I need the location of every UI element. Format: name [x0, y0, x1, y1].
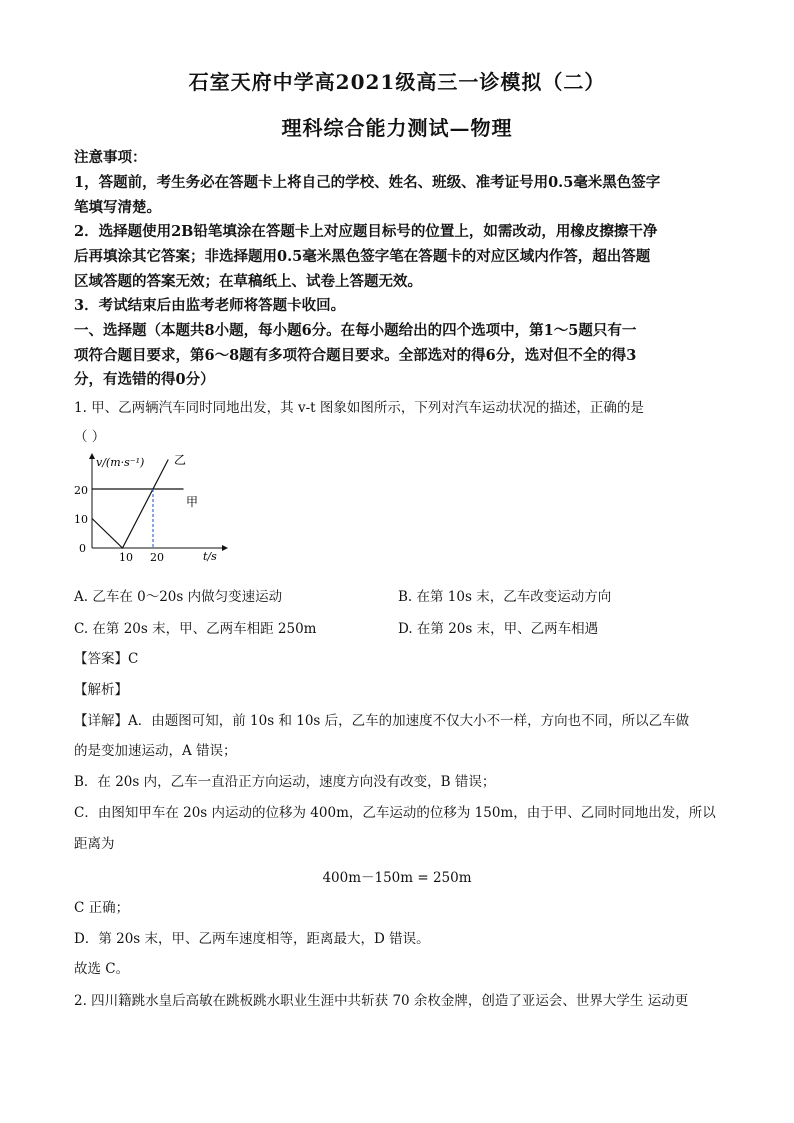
- displacement-formula: 400m－150m = 250m: [322, 870, 472, 886]
- series-jia-label: 甲: [186, 495, 199, 509]
- section-1-line-2: 项符合题目要求，第6～8题有多项符合题目要求。全部选对的得6分，选对但不全的得3: [74, 347, 637, 364]
- section-1-line-1: 一、选择题（本题共8小题，每小题6分。在每小题给出的四个选项中，第1～5题只有一: [74, 322, 637, 339]
- notice-item-2-line-3: 区域答题的答案无效；在草稿纸上、试卷上答题无效。: [74, 273, 422, 290]
- answer-line: [74, 648, 724, 670]
- conclusion: 故选 C。: [74, 961, 130, 977]
- detail-a-line-1: 【详解】A．由题图可知，前 10s 和 10s 后，乙车的加速度不仅大小不一样，方向也不同，所以乙车做: [74, 713, 690, 729]
- question-2-stem: 2. 四川籍跳水皇后高敏在跳板跳水职业生涯中共斩获 70 余枚金牌，创造了亚运会、世界大学生 运动更: [74, 993, 689, 1009]
- exam-title: 石室天府中学高2021级高三一诊模拟（二）: [188, 70, 606, 94]
- y-axis-label: v/(m·s⁻¹): [96, 456, 145, 469]
- detail-d: D．第 20s 末，甲、乙两车速度相等，距离最大，D 错误。: [74, 931, 430, 947]
- series-yi-label: 乙: [174, 453, 187, 467]
- answer-label: 【答案】: [74, 651, 128, 667]
- y-tick-20: 20: [74, 484, 88, 497]
- y-tick-0: 0: [79, 542, 86, 555]
- notice-item-2-line-2: 后再填涂其它答案；非选择题用0.5毫米黑色签字笔在答题卡的对应区域内作答，超出答题: [74, 248, 651, 265]
- detail-c-line-2: 距离为: [74, 836, 115, 852]
- section-1-line-3: 分，有选错的得0分）: [74, 371, 215, 388]
- notice-item-3: 3．考试结束后由监考老师将答题卡收回。: [74, 297, 346, 314]
- notice-item-1-line-2: 笔填写清楚。: [74, 199, 161, 216]
- exam-subtitle: 理科综合能力测试—物理: [281, 116, 513, 140]
- x-axis-label: t/s: [203, 550, 217, 563]
- detail-a-line-2: 的是变加速运动，A 错误；: [74, 743, 237, 759]
- question-1-answer-paren: （ ）: [74, 429, 106, 445]
- series-yi-line: [92, 460, 168, 549]
- option-d: D. 在第 20s 末，甲、乙两车相遇: [398, 621, 599, 637]
- detail-b: B．在 20s 内，乙车一直沿正方向运动，速度方向没有改变，B 错误；: [74, 774, 496, 790]
- vt-graph: [70, 448, 230, 578]
- x-tick-10: 10: [119, 551, 133, 564]
- detail-c-correct: C 正确；: [74, 900, 130, 916]
- notice-item-1-line-1: 1，答题前，考生务必在答题卡上将自己的学校、姓名、班级、准考证号用0.5毫米黑色签字: [74, 174, 661, 191]
- question-1-stem: 1. 甲、乙两辆汽车同时同地出发，其 v-t 图象如图所示，下列对汽车运动状况的描述，正确的是: [74, 400, 644, 416]
- option-b: B. 在第 10s 末，乙车改变运动方向: [398, 589, 612, 605]
- y-tick-10: 10: [74, 513, 88, 526]
- x-tick-20: 20: [150, 551, 164, 564]
- notice-item-2-line-1: 2．选择题使用2B铅笔填涂在答题卡上对应题目标号的位置上，如需改动，用橡皮擦擦干净: [74, 223, 658, 240]
- notice-heading: 注意事项：: [74, 149, 147, 166]
- detail-c-line-1: C．由图知甲车在 20s 内运动的位移为 400m，乙车运动的位移为 150m，由于甲、乙同时同地出发，所以: [74, 805, 716, 821]
- answer-value: C: [128, 651, 139, 667]
- analysis-label: 【解析】: [74, 682, 128, 698]
- option-c: C. 在第 20s 末，甲、乙两车相距 250m: [74, 621, 317, 637]
- option-a: A. 乙车在 0～20s 内做匀变速运动: [74, 589, 283, 605]
